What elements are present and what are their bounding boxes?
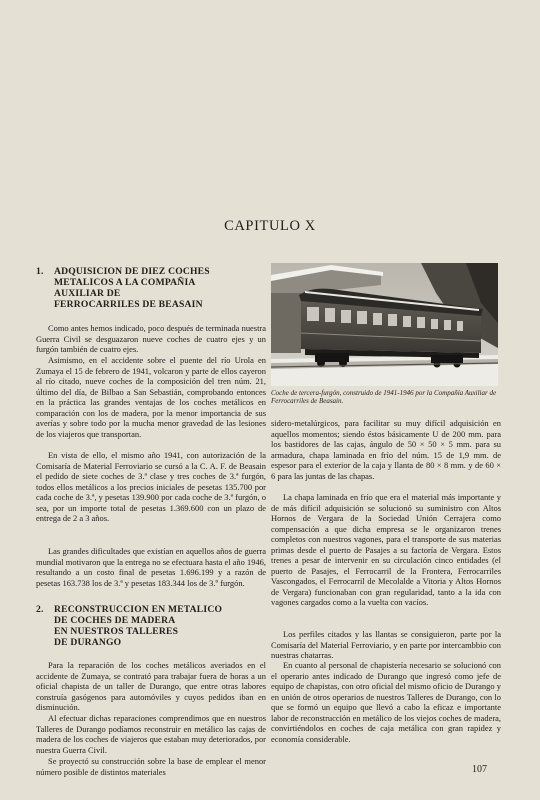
page-number: 107: [472, 764, 487, 775]
left-paragraph-6: Al efectuar dichas reparaciones comprendimos que en nuestros Talleres de Durango podíamos reconstruir en metálico las cajas de madera de los coches de viajeros que estaban muy deteriorados, por nuestra Guerra Civil.: [36, 713, 266, 755]
left-paragraph-2: Asimismo, en el accidente sobre el puente del río Urola en Zumaya el 15 de febrero de 1941, volcaron y parte de ellos cayeron al río citado, nueve coches de la composición del tren núm. 21, último del día, de Bilbao a San Sebastián, comprobando entonces en la práctica las grandes ventajas de los coches metálicos en comparación con los de madera, por la menor importancia de sus averías y sobre todo por la mucha menor gravedad de las lesiones de los viajeros que transportan.: [36, 355, 266, 439]
section-2-number: 2.: [36, 604, 44, 615]
left-paragraph-5: Para la reparación de los coches metálicos averiados en el accidente de Zumaya, se contrató para trabajar fuera de horas a un oficial chapista de un taller de Durango, que entre otras labores construía gasógenos para automóviles y cuyos pedidos iban en disminución.: [36, 660, 266, 713]
right-paragraph-4: En cuanto al personal de chapistería necesario se solucionó con el operario antes indicado de Durango que ingresó como jefe de equipo de chapistas, con otro oficial del mismo oficio de Durango y en unión de otros operarios de nuestros Talleres de Durango, con lo que se formó un equipo que llevó a cabo la eficaz e importante labor de reconstrucción en metálico de los viejos coches de madera, convirtiéndolos en coches de caja metálica con gran rapidez y economía considerable.: [271, 660, 501, 744]
left-paragraph-7: Se proyectó su construcción sobre la base de emplear el menor número posible de distintos materiales: [36, 756, 266, 777]
section-2-title: RECONSTRUCCION EN METALICO DE COCHES DE MADERA EN NUESTROS TALLERES DE DURANGO: [54, 604, 223, 648]
left-paragraph-1: Como antes hemos indicado, poco después de terminada nuestra Guerra Civil se desguazaron nueve coches de cuatro ejes y un furgón también de cuatro ejes.: [36, 323, 266, 355]
right-paragraph-2: La chapa laminada en frío que era el material más importante y de más difícil adquisición se solucionó su suministro con Altos Hornos de Vergara de la Sociedad Unión Cerrajera como compensación a que dicha empresa se le organizaron trenes completos con nuestros vagones, para el transporte de sus materias primas desde el puerto de Pasajes a su factoría de Vergara. Estos trenes a pesar de intervenir en su circulación cinco entidades (el puerto de Pasajes, el Ferrocarril de la Frontera, Ferrocarriles Vascongados, el Ferrocarril de Mecolalde a Vitoria y Altos Hornos de Vergara) funcionaban con gran regularidad, tanto a la ida con vagones cargados como a la vuelta con vacíos.: [271, 492, 501, 608]
left-paragraph-4: Las grandes dificultades que existían en aquellos años de guerra mundial motivaron que la entrega no se efectuara hasta el año 1946, resultando a un costo final de pesetas 1.696.199 y a razón de pesetas 163.738 los de 3.ª y pesetas 183.344 los de 3.º furgón.: [36, 546, 266, 588]
section-1-title: ADQUISICION DE DIEZ COCHES METALICOS A LA COMPAÑIA AUXILIAR DE FERROCARRILES DE BEASAIN: [54, 266, 210, 310]
railcar-photo: [271, 263, 498, 386]
railcar-illustration: [271, 263, 498, 386]
left-paragraph-3: En vista de ello, el mismo año 1941, con autorización de la Comisaría de Material Ferroviario se cursó a la C. A. F. de Beasain el pedido de siete coches de 3.ª clase y tres coches de 3.ª furgón, todos ellos metálicos a los precios iniciales de pesetas 135.700 por cada coche de 3.ª, y pesetas 139.900 por cada coche de 3.ª furgón, o sea, por un importe total de pesetas 1.369.600 con un plazo de entrega de 2 a 3 años.: [36, 450, 266, 524]
right-paragraph-3: Los perfiles citados y las llantas se consiguieron, parte por la Comisaría del Material Ferroviario, y en parte por intercambbio con nuestras chatarras.: [271, 629, 501, 661]
section-1-number: 1.: [36, 266, 44, 277]
photo-caption: Coche de tercera-furgón, construido de 1941-1946 por la Compañía Auxiliar de Ferrocarriles de Beasain.: [271, 389, 497, 406]
right-paragraph-1: sidero-metalúrgicos, para facilitar su muy difícil adquisición en aquellos momentos; siendo éstos básicamente U de 200 mm. para los bastidores de las cajas, ángulo de 50 × 50 × 5 mm. para su armadura, chapa laminada en frío del núm. 15 de 1,9 mm. de espesor para el exterior de la caja y llanta de 80 × 8 mm. y de 60 × 6 para las juntas de las chapas.: [271, 418, 501, 481]
chapter-title: CAPITULO X: [224, 218, 316, 234]
